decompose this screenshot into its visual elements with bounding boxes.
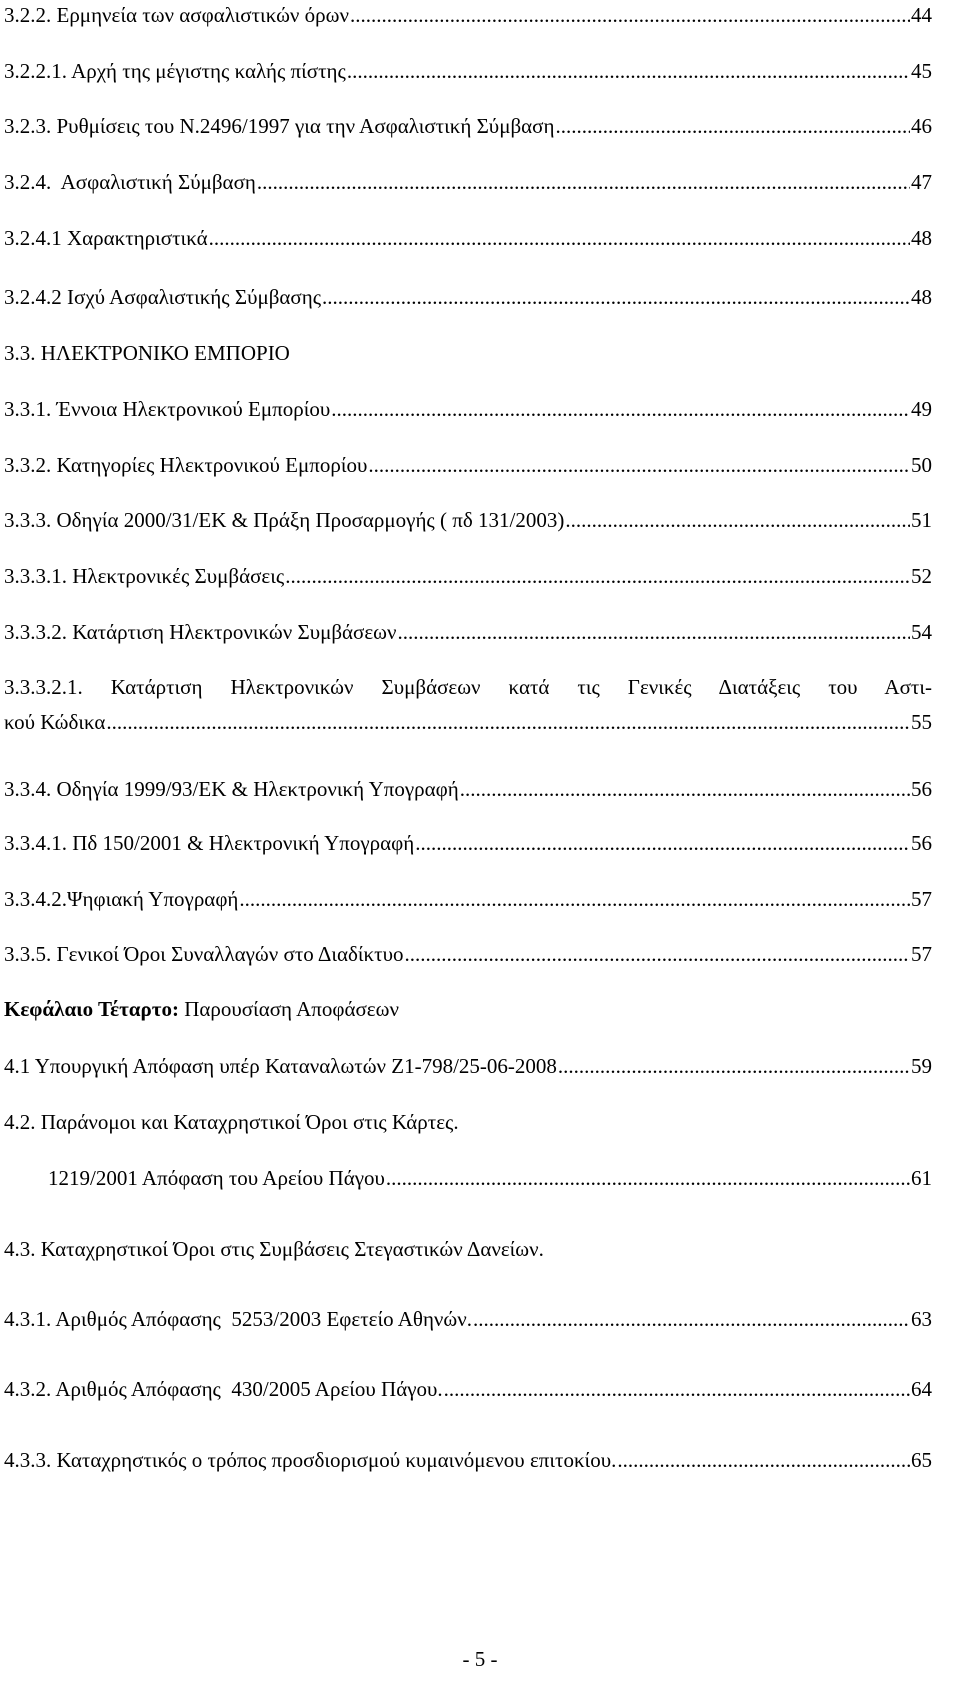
- dot-leader: [558, 1053, 910, 1079]
- toc-entry-page: 56: [911, 831, 932, 855]
- toc-entry[interactable]: [4, 563, 932, 589]
- toc-entry-page: 44: [911, 3, 932, 27]
- toc-entry-title: 3.3.3.2. Κατάρτιση Ηλεκτρονικών Συμβάσεων: [4, 620, 397, 644]
- toc-entry-page: 48: [911, 285, 932, 309]
- toc-entry-page: 45: [911, 59, 932, 83]
- toc-entry-title: 3.3.4.2.Ψηφιακή Υπογραφή: [4, 887, 239, 911]
- toc-entry-page: 48: [911, 226, 932, 250]
- toc-entry[interactable]: [4, 1376, 932, 1402]
- toc-section-heading[interactable]: [4, 340, 932, 366]
- toc-entry[interactable]: [4, 169, 932, 195]
- toc-entry-page: 47: [911, 170, 932, 194]
- dot-leader: [239, 886, 910, 912]
- dot-leader: [404, 941, 910, 967]
- toc-entry-page: 57: [911, 942, 932, 966]
- toc-entry-page: 57: [911, 887, 932, 911]
- toc-entry[interactable]: [4, 1306, 932, 1332]
- toc-entry[interactable]: [4, 619, 932, 645]
- toc-entry-title: 3.2.4.1 Χαρακτηριστικά: [4, 226, 208, 250]
- toc-entry[interactable]: [4, 830, 932, 856]
- dot-leader: [322, 284, 910, 310]
- toc-chapter-heading[interactable]: [4, 996, 932, 1022]
- toc-entry[interactable]: [4, 1447, 932, 1473]
- toc-entry[interactable]: [4, 886, 932, 912]
- toc-entry-title-line1: 3.3.3.2.1. Κατάρτιση Ηλεκτρονικών Συμβάσεων κατά τις Γενικές Διατάξεις του Αστι-: [4, 675, 932, 699]
- dot-leader: [565, 507, 910, 533]
- toc-entry-title: 3.3.3. Οδηγία 2000/31/ΕΚ & Πράξη Προσαρμογής ( πδ 131/2003): [4, 508, 565, 532]
- dot-leader: [285, 563, 910, 589]
- dot-leader: [347, 58, 910, 84]
- toc-entry-title: 3.3.2. Κατηγορίες Ηλεκτρονικού Εμπορίου: [4, 453, 368, 477]
- toc-entry-page: 61: [911, 1166, 932, 1190]
- toc-entry-title: 3.3.1. Έννοια Ηλεκτρονικού Εμπορίου: [4, 397, 331, 421]
- toc-entry-title: 3.3.4. Οδηγία 1999/93/ΕΚ & Ηλεκτρονική Υπογραφή: [4, 777, 459, 801]
- toc-entry-page: 52: [911, 564, 932, 588]
- toc-entry-title: 4.3. Καταχρηστικοί Όροι στις Συμβάσεις Στεγαστικών Δανείων.: [4, 1237, 544, 1261]
- dot-leader: [460, 776, 910, 802]
- toc-entry-title: 3.2.3. Ρυθμίσεις του Ν.2496/1997 για την Ασφαλιστική Σύμβαση: [4, 114, 555, 138]
- toc-entry[interactable]: [4, 776, 932, 802]
- dot-leader: [555, 113, 910, 139]
- toc-entry[interactable]: [4, 113, 932, 139]
- dot-leader: [209, 225, 910, 251]
- toc-entry[interactable]: [4, 674, 932, 735]
- toc-entry-page: 55: [911, 710, 932, 734]
- toc-entry[interactable]: [4, 1165, 932, 1191]
- toc-entry-page: 63: [911, 1307, 932, 1331]
- toc-entry-page: 59: [911, 1054, 932, 1078]
- toc-entry-page: 56: [911, 777, 932, 801]
- toc-entry-title: 4.1 Υπουργική Απόφαση υπέρ Καταναλωτών Ζ1-798/25-06-2008: [4, 1054, 557, 1078]
- toc-section-heading[interactable]: [4, 1236, 932, 1262]
- toc-entry[interactable]: [4, 284, 932, 310]
- toc-entry[interactable]: [4, 225, 932, 251]
- toc-entry-page: 46: [911, 114, 932, 138]
- toc-entry-title: 4.3.3. Καταχρηστικός ο τρόπος προσδιορισμού κυμαινόμενου επιτοκίου.: [4, 1448, 617, 1472]
- dot-leader: [386, 1165, 910, 1191]
- chapter-title: Παρουσίαση Αποφάσεων: [178, 997, 399, 1021]
- chapter-label: Κεφάλαιο Τέταρτο:: [4, 997, 179, 1021]
- toc-entry-page: 65: [911, 1448, 932, 1472]
- toc-entry-page: 64: [911, 1377, 932, 1401]
- dot-leader: [398, 619, 911, 645]
- toc-entry-page: 50: [911, 453, 932, 477]
- toc-entry-title: 4.3.2. Αριθμός Απόφασης 430/2005 Αρείου Πάγου.: [4, 1377, 443, 1401]
- toc-entry-title: 4.2. Παράνομοι και Καταχρηστικοί Όροι στις Κάρτες.: [4, 1110, 459, 1134]
- dot-leader: [350, 2, 910, 28]
- toc-entry[interactable]: [4, 58, 932, 84]
- toc-section-heading[interactable]: [4, 1109, 932, 1135]
- toc-entry-title: 3.2.2. Ερμηνεία των ασφαλιστικών όρων: [4, 3, 349, 27]
- toc-entry-title: 4.3.1. Αριθμός Απόφασης 5253/2003 Εφετείο Αθηνών.: [4, 1307, 472, 1331]
- dot-leader: [368, 452, 910, 478]
- toc-entry[interactable]: [4, 2, 932, 28]
- toc-entry-title: 3.2.2.1. Αρχή της μέγιστης καλής πίστης: [4, 59, 346, 83]
- toc-entry[interactable]: [4, 396, 932, 422]
- toc-entry-title: 3.3.5. Γενικοί Όροι Συναλλαγών στο Διαδίκτυο: [4, 942, 404, 966]
- toc-entry[interactable]: [4, 452, 932, 478]
- dot-leader: [444, 1376, 910, 1402]
- toc-entry-title: 3.3.3.1. Ηλεκτρονικές Συμβάσεις: [4, 564, 285, 588]
- page-number: - 5 -: [462, 1647, 498, 1671]
- dot-leader: [106, 709, 910, 735]
- toc-entry-title: 1219/2001 Απόφαση του Αρείου Πάγου: [48, 1166, 385, 1190]
- toc-entry-title: 3.3.4.1. Πδ 150/2001 & Ηλεκτρονική Υπογραφή: [4, 831, 415, 855]
- toc-entry-title: 3.2.4. Ασφαλιστική Σύμβαση: [4, 170, 256, 194]
- dot-leader: [473, 1306, 910, 1332]
- toc-entry[interactable]: [4, 507, 932, 533]
- dot-leader: [331, 396, 910, 422]
- toc-entry-title: 3.2.4.2 Ισχύ Ασφαλιστικής Σύμβασης: [4, 285, 322, 309]
- toc-entry[interactable]: [4, 941, 932, 967]
- toc-entry[interactable]: [4, 1053, 932, 1079]
- toc-entry-title-line2: κού Κώδικα: [4, 710, 106, 734]
- dot-leader: [257, 169, 910, 195]
- toc-entry-page: 51: [911, 508, 932, 532]
- toc-entry-title: 3.3. ΗΛΕΚΤΡΟΝΙΚΟ ΕΜΠΟΡΙΟ: [4, 341, 290, 365]
- toc-entry-page: 49: [911, 397, 932, 421]
- dot-leader: [415, 830, 910, 856]
- dot-leader: [617, 1447, 910, 1473]
- toc-entry-page: 54: [911, 620, 932, 644]
